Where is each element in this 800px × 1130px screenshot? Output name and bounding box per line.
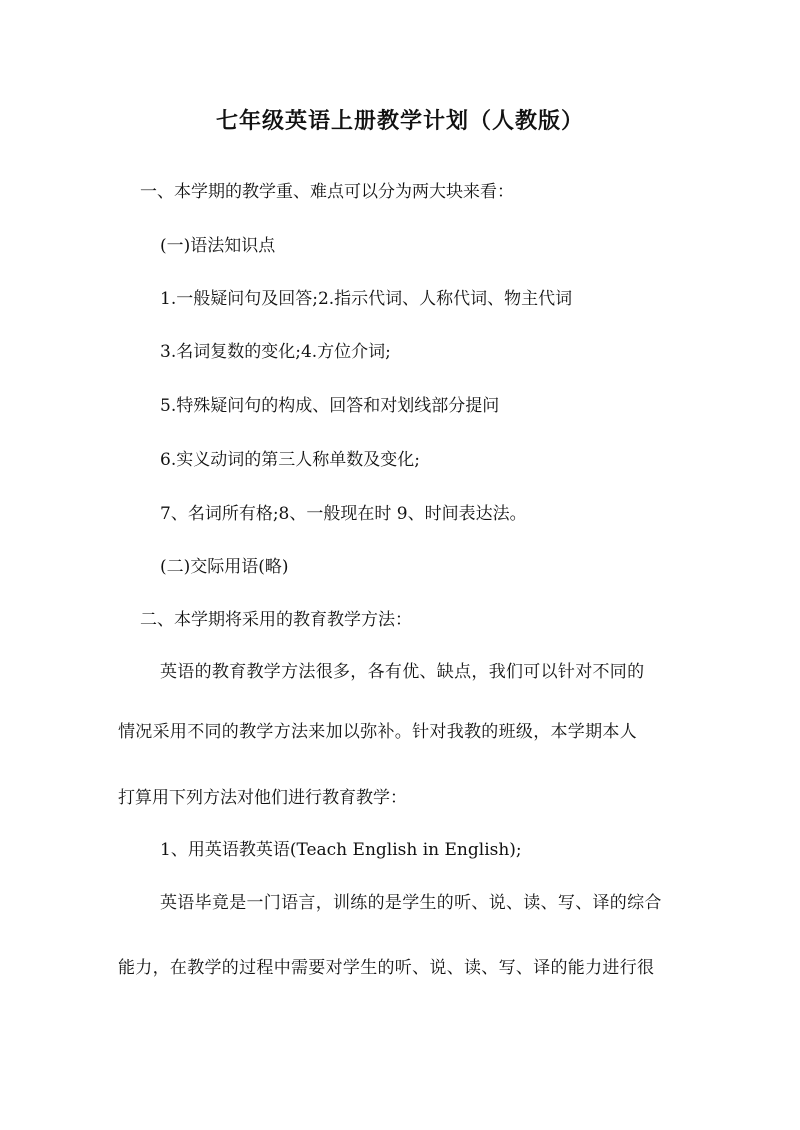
grammar-item: 7、名词所有格;8、一般现在时 9、时间表达法。 (160, 504, 527, 524)
document-title: 七年级英语上册教学计划（人教版） (215, 108, 584, 134)
grammar-item: 1.一般疑问句及回答;2.指示代词、人称代词、物主代词 (160, 289, 573, 309)
grammar-item: 3.名词复数的变化;4.方位介词; (160, 342, 391, 362)
section-heading-methods: 二、本学期将采用的教育教学方法： (140, 610, 412, 630)
subheading-grammar: (一)语法知识点 (160, 236, 276, 256)
paragraph-line: 能力，在教学的过程中需要对学生的听、说、读、写、译的能力进行很 (118, 958, 655, 978)
method-item: 1、用英语教英语(Teach English in English); (160, 840, 522, 860)
section-heading-key-points: 一、本学期的教学重、难点可以分为两大块来看： (140, 182, 514, 202)
paragraph-line: 打算用下列方法对他们进行教育教学： (118, 788, 407, 808)
paragraph-line: 英语的教育教学方法很多，各有优、缺点，我们可以针对不同的 (160, 662, 645, 682)
paragraph-line: 情况采用不同的教学方法来加以弥补。针对我教的班级，本学期本人 (118, 722, 637, 742)
paragraph-line: 英语毕竟是一门语言，训练的是学生的听、说、读、写、译的综合 (160, 893, 662, 913)
subheading-communication: (二)交际用语(略) (160, 557, 289, 577)
grammar-item: 5.特殊疑问句的构成、回答和对划线部分提问 (160, 396, 500, 416)
grammar-item: 6.实义动词的第三人称单数及变化; (160, 450, 420, 470)
